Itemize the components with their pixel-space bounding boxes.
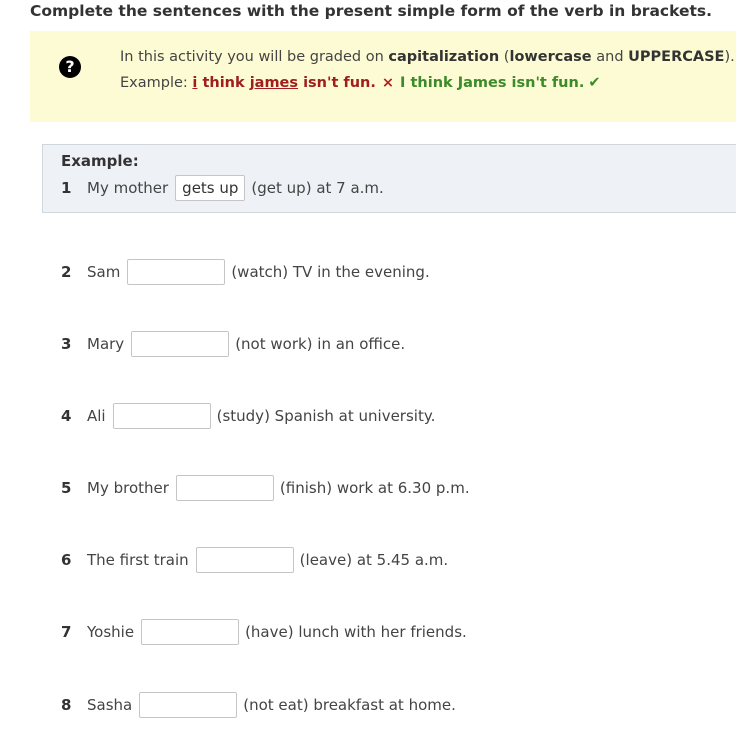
cross-icon: ×	[381, 75, 395, 91]
answer-input-2[interactable]	[127, 259, 225, 285]
sentence-start: Ali	[87, 407, 106, 425]
question-number: 8	[61, 696, 72, 714]
question-row-4	[61, 403, 435, 429]
question-number: 7	[61, 623, 72, 641]
example-answer: gets up	[175, 175, 245, 201]
question-number: 6	[61, 551, 72, 569]
question-number: 3	[61, 335, 72, 353]
sentence-start: My mother	[87, 179, 169, 197]
sentence-end: (watch) TV in the evening.	[231, 263, 430, 281]
example-label: Example:	[61, 152, 139, 170]
incorrect-example: i think james isn't fun.	[192, 75, 376, 91]
sentence-start: The first train	[87, 551, 189, 569]
answer-input-4[interactable]	[113, 403, 211, 429]
sentence-start: Mary	[87, 335, 125, 353]
question-row-2	[61, 259, 430, 285]
sentence-end: (leave) at 5.45 a.m.	[299, 551, 449, 569]
sentence-end: (not eat) breakfast at home.	[243, 696, 456, 714]
sentence-start: My brother	[87, 479, 169, 497]
example-row	[61, 175, 384, 201]
instructions-title: Complete the sentences with the present simple form of the verb in brackets.	[30, 2, 713, 20]
question-row-5	[61, 475, 470, 501]
sentence-end: (have) lunch with her friends.	[245, 623, 467, 641]
checkmark-icon: ✔	[588, 75, 601, 91]
sentence-start: Sam	[87, 263, 121, 281]
question-mark-icon[interactable]: ?	[59, 56, 81, 78]
question-row-8	[61, 692, 456, 718]
question-number: 4	[61, 407, 72, 425]
sentence-end: (not work) in an office.	[235, 335, 406, 353]
question-number: 1	[61, 179, 72, 197]
sentence-start: Yoshie	[87, 623, 135, 641]
question-number: 5	[61, 479, 72, 497]
answer-input-3[interactable]	[131, 331, 229, 357]
sentence-start: Sasha	[87, 696, 133, 714]
question-number: 2	[61, 263, 72, 281]
correct-example: I think James isn't fun.	[400, 75, 585, 91]
question-row-6	[61, 547, 448, 573]
sentence-end: (study) Spanish at university.	[216, 407, 436, 425]
question-row-7	[61, 619, 467, 645]
question-row-3	[61, 331, 405, 357]
answer-input-8[interactable]	[139, 692, 237, 718]
answer-input-5[interactable]	[176, 475, 274, 501]
sentence-end: (finish) work at 6.30 p.m.	[279, 479, 470, 497]
sentence-end: (get up) at 7 a.m.	[251, 179, 384, 197]
grading-info-line: In this activity you will be graded on capitalization (lowercase and UPPERCASE).	[120, 49, 735, 65]
answer-input-7[interactable]	[141, 619, 239, 645]
grading-example-line: Example: i think james isn't fun. × I think James isn't fun. ✔	[120, 75, 601, 91]
answer-input-6[interactable]	[196, 547, 294, 573]
